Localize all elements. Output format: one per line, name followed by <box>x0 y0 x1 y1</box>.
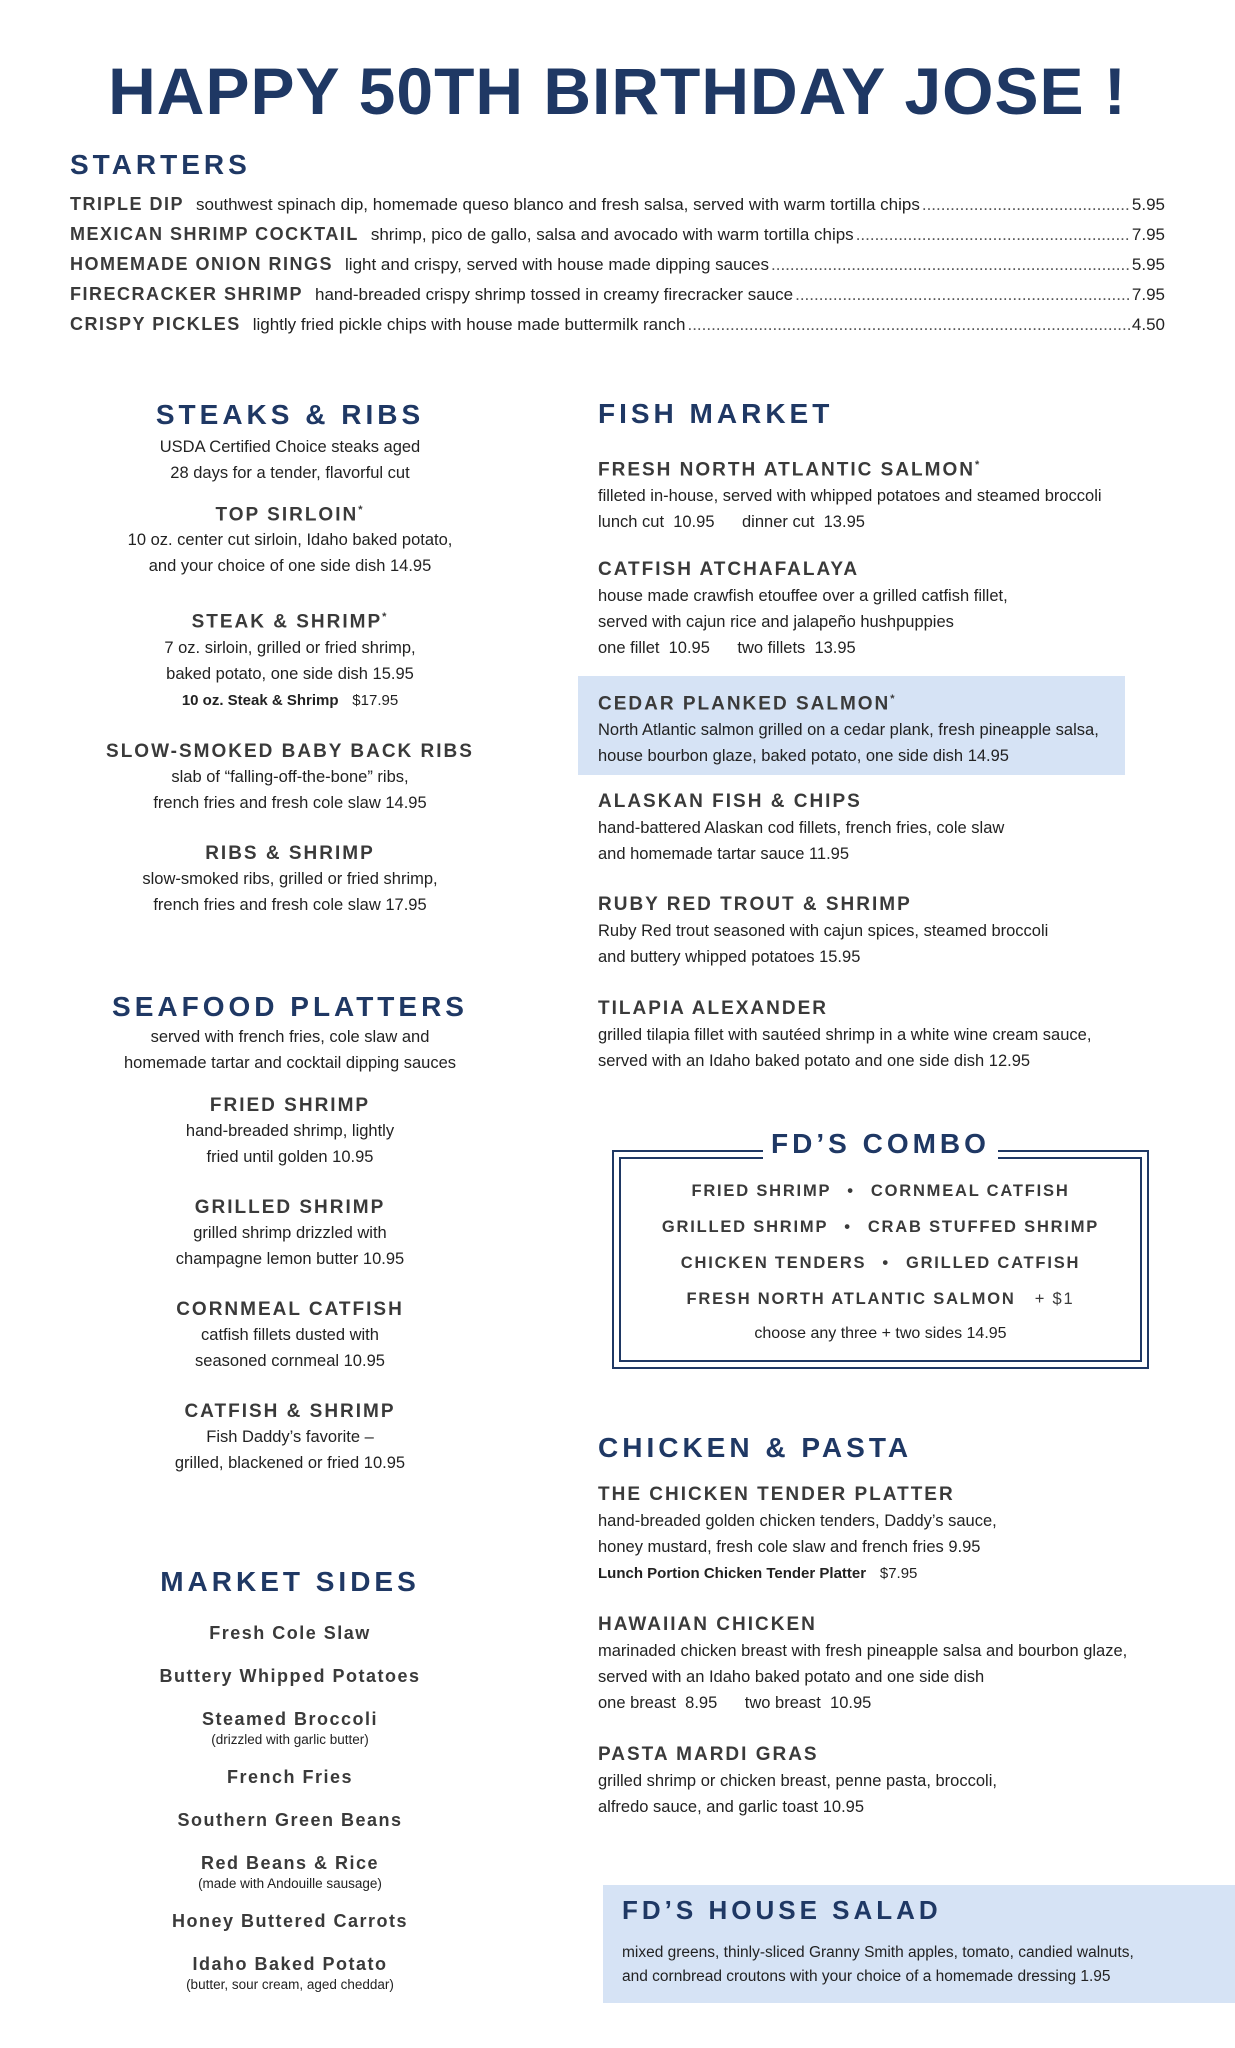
side-item: Red Beans & Rice (made with Andouille sausage) <box>90 1851 490 1893</box>
item-name: FRESH NORTH ATLANTIC SALMON* <box>598 459 982 481</box>
menu-item <box>90 1196 490 1272</box>
side-note: (drizzled with garlic butter) <box>211 1732 369 1747</box>
item-desc: Ruby Red trout seasoned with cajun spices, steamed broccoli <box>598 922 1049 940</box>
item-name: FRIED SHRIMP <box>209 1095 371 1116</box>
sides-section <box>90 1565 490 1994</box>
item-desc: house made crawfish etouffee over a grilled catfish fillet, <box>598 587 1008 605</box>
item-desc: one fillet 10.95 two fillets 13.95 <box>598 639 856 657</box>
combo-row: FRESH NORTH ATLANTIC SALMON + $1 <box>686 1290 1075 1308</box>
menu-item <box>90 498 490 579</box>
dot-leader <box>771 255 1130 275</box>
item-desc: seasoned cornmeal 10.95 <box>195 1352 385 1370</box>
dot-leader <box>856 225 1130 245</box>
fish-heading: FISH MARKET <box>598 398 834 429</box>
starter-desc: southwest spinach dip, homemade queso blanco and fresh salsa, served with warm tortilla chips <box>196 195 920 214</box>
item-desc: alfredo sauce, and garlic toast 10.95 <box>598 1798 865 1816</box>
starter-price: 5.95 <box>1131 195 1165 214</box>
item-desc: served with an Idaho baked potato and one side dish 12.95 <box>598 1052 1031 1070</box>
item-desc: hand-battered Alaskan cod fillets, french fries, cole slaw <box>598 819 1005 837</box>
item-name: GRILLED SHRIMP <box>194 1197 386 1218</box>
item-desc: hand-breaded golden chicken tenders, Daddy’s sauce, <box>598 1512 997 1530</box>
menu-item <box>598 789 1158 867</box>
side-item: Steamed Broccoli (drizzled with garlic butter) <box>90 1707 490 1749</box>
menu-item <box>90 740 490 816</box>
side-item: Fresh Cole Slaw <box>209 1623 371 1643</box>
side-item: Honey Buttered Carrots <box>171 1911 409 1931</box>
item-desc: hand-breaded shrimp, lightly <box>185 1122 395 1140</box>
item-desc: french fries and fresh cole slaw 14.95 <box>153 793 427 812</box>
combo-box <box>612 1128 1149 1369</box>
page-title: HAPPY 50TH BIRTHDAY JOSE ! <box>108 54 1127 128</box>
seafood-heading: SEAFOOD PLATTERS <box>112 991 468 1022</box>
item-desc: lunch cut 10.95 dinner cut 13.95 <box>598 513 865 532</box>
menu-item <box>90 1400 490 1476</box>
starter-desc: shrimp, pico de gallo, salsa and avocado with warm tortilla chips <box>370 225 854 244</box>
combo-note: choose any three + two sides 14.95 <box>754 1325 1007 1342</box>
starter-name: MEXICAN SHRIMP COCKTAIL <box>70 224 359 244</box>
item-desc: filleted in-house, served with whipped potatoes and steamed broccoli <box>598 487 1102 506</box>
item-name: TOP SIRLOIN* <box>215 504 365 526</box>
steaks-heading: STEAKS & RIBS <box>155 399 425 430</box>
starter-name: HOMEMADE ONION RINGS <box>70 254 334 274</box>
item-desc: grilled, blackened or fried 10.95 <box>174 1454 406 1472</box>
item-desc: honey mustard, fresh cole slaw and french fries 9.95 <box>598 1538 981 1556</box>
starters-heading: STARTERS <box>70 149 251 180</box>
item-name: CATFISH & SHRIMP <box>184 1401 396 1422</box>
item-name: STEAK & SHRIMP* <box>191 611 389 633</box>
menu-item <box>90 605 490 713</box>
dot-leader <box>922 195 1130 215</box>
combo-row: GRILLED SHRIMP • CRAB STUFFED SHRIMP <box>661 1218 1100 1236</box>
seafood-intro-2: homemade tartar and cocktail dipping sauces <box>123 1054 457 1072</box>
item-desc: Fish Daddy’s favorite – <box>206 1428 374 1446</box>
item-desc: and homemade tartar sauce 11.95 <box>598 845 850 863</box>
starter-price: 4.50 <box>1131 315 1165 334</box>
item-name: CEDAR PLANKED SALMON* <box>598 693 897 715</box>
item-desc: grilled shrimp or chicken breast, penne pasta, broccoli, <box>598 1772 997 1790</box>
starter-desc: hand-breaded crispy shrimp tossed in creamy firecracker sauce <box>315 285 794 304</box>
item-name: CORNMEAL CATFISH <box>176 1299 404 1320</box>
menu-item-featured <box>598 686 1158 769</box>
item-desc: served with an Idaho baked potato and one side dish <box>598 1668 985 1686</box>
item-desc: grilled tilapia fillet with sautéed shrimp in a white wine cream sauce, <box>598 1026 1092 1044</box>
starter-price: 5.95 <box>1131 255 1165 274</box>
menu-item <box>598 1612 1158 1716</box>
item-name: ALASKAN FISH & CHIPS <box>598 791 862 812</box>
dot-leader <box>795 285 1130 305</box>
item-desc: marinaded chicken breast with fresh pineapple salsa and bourbon glaze, <box>598 1642 1128 1660</box>
starter-item <box>70 224 1165 254</box>
item-name: HAWAIIAN CHICKEN <box>598 1614 817 1635</box>
item-upgrade: Lunch Portion Chicken Tender Platter $7.95 <box>598 1565 918 1582</box>
menu-item <box>90 1094 490 1170</box>
item-name: RIBS & SHRIMP <box>205 842 375 864</box>
item-desc: 7 oz. sirloin, grilled or fried shrimp, <box>164 638 416 657</box>
sides-heading: MARKET SIDES <box>160 1566 420 1597</box>
item-upgrade: 10 oz. Steak & Shrimp $17.95 <box>181 691 399 709</box>
combo-row: CHICKEN TENDERS • GRILLED CATFISH <box>680 1254 1081 1272</box>
seafood-intro-1: served with french fries, cole slaw and <box>150 1028 430 1046</box>
item-name: THE CHICKEN TENDER PLATTER <box>598 1484 955 1505</box>
item-name: RUBY RED TROUT & SHRIMP <box>598 894 912 915</box>
side-note: (made with Andouille sausage) <box>198 1876 382 1891</box>
starter-name: TRIPLE DIP <box>70 194 185 214</box>
steaks-section <box>90 398 490 918</box>
combo-row: FRIED SHRIMP • CORNMEAL CATFISH <box>691 1182 1070 1200</box>
side-item: Southern Green Beans <box>177 1810 403 1830</box>
item-name: TILAPIA ALEXANDER <box>598 998 828 1019</box>
chicken-heading: CHICKEN & PASTA <box>598 1432 913 1463</box>
side-note: (butter, sour cream, aged cheddar) <box>186 1977 394 1992</box>
starter-name: CRISPY PICKLES <box>70 314 241 334</box>
salad-desc: mixed greens, thinly-sliced Granny Smith apples, tomato, candied walnuts, <box>622 1944 1134 1961</box>
item-desc: served with cajun rice and jalapeño hushpuppies <box>598 613 954 631</box>
combo-heading: FD’S COMBO <box>614 1128 1147 1160</box>
item-desc: 10 oz. center cut sirloin, Idaho baked potato, <box>127 531 453 550</box>
menu-item <box>598 452 1158 535</box>
item-desc: North Atlantic salmon grilled on a cedar plank, fresh pineapple salsa, <box>598 721 1099 740</box>
item-desc: catfish fillets dusted with <box>201 1326 379 1344</box>
starter-price: 7.95 <box>1131 225 1165 244</box>
item-desc: slow-smoked ribs, grilled or fried shrimp, <box>142 869 438 888</box>
menu-item <box>598 557 1158 661</box>
item-desc: champagne lemon butter 10.95 <box>175 1250 405 1268</box>
item-desc: baked potato, one side dish 15.95 <box>166 664 414 683</box>
steaks-intro-1: USDA Certified Choice steaks aged <box>159 438 421 456</box>
menu-item <box>90 1298 490 1374</box>
starter-item <box>70 284 1165 314</box>
menu-item <box>598 892 1158 970</box>
menu-item <box>90 842 490 918</box>
starters-list <box>70 194 1165 344</box>
starter-desc: lightly fried pickle chips with house made buttermilk ranch <box>252 315 686 334</box>
steaks-intro-2: 28 days for a tender, flavorful cut <box>170 464 410 482</box>
item-name: CATFISH ATCHAFALAYA <box>598 559 860 580</box>
item-desc: grilled shrimp drizzled with <box>193 1224 387 1242</box>
salad-desc: and cornbread croutons with your choice of a homemade dressing 1.95 <box>622 1968 1111 1985</box>
menu-item <box>598 1742 1158 1820</box>
starter-item <box>70 194 1165 224</box>
item-desc: french fries and fresh cole slaw 17.95 <box>153 895 427 914</box>
item-desc: fried until golden 10.95 <box>206 1148 374 1166</box>
dot-leader <box>687 315 1129 335</box>
seafood-section <box>90 990 490 1476</box>
side-item: Idaho Baked Potato (butter, sour cream, aged cheddar) <box>90 1952 490 1994</box>
item-name: SLOW-SMOKED BABY BACK RIBS <box>106 740 474 762</box>
salad-heading: FD’S HOUSE SALAD <box>622 1895 942 1925</box>
item-desc: one breast 8.95 two breast 10.95 <box>598 1694 872 1712</box>
menu-item <box>598 996 1158 1074</box>
side-item: French Fries <box>226 1767 354 1787</box>
starter-item <box>70 314 1165 344</box>
starter-desc: light and crispy, served with house made dipping sauces <box>345 255 769 274</box>
starter-price: 7.95 <box>1131 285 1165 304</box>
item-desc: house bourbon glaze, baked potato, one side dish 14.95 <box>598 747 1009 766</box>
item-desc: and buttery whipped potatoes 15.95 <box>598 948 861 966</box>
starter-name: FIRECRACKER SHRIMP <box>70 284 304 304</box>
item-desc: slab of “falling-off-the-bone” ribs, <box>171 767 409 786</box>
side-item: Buttery Whipped Potatoes <box>159 1666 421 1686</box>
item-name: PASTA MARDI GRAS <box>598 1744 819 1765</box>
starter-item <box>70 254 1165 284</box>
item-desc: and your choice of one side dish 14.95 <box>148 557 432 576</box>
menu-item <box>598 1482 1158 1587</box>
